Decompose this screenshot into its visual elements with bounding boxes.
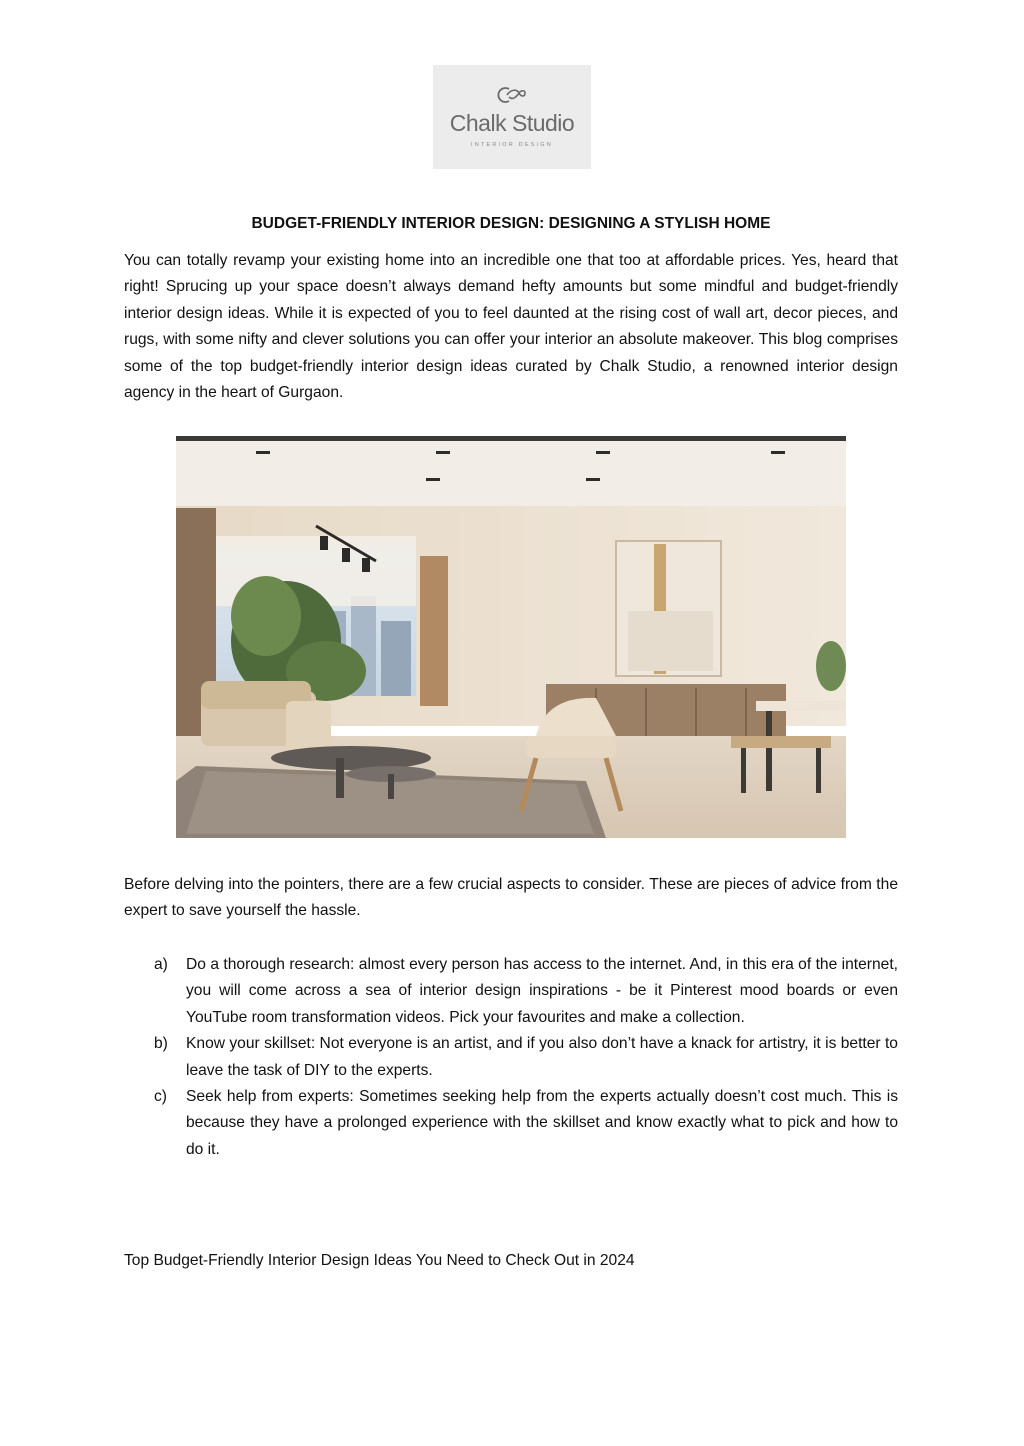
list-marker: b) [154, 1035, 168, 1053]
list-item [124, 952, 898, 1031]
section-heading: Top Budget-Friendly Interior Design Ideas You Need to Check Out in 2024 [124, 1252, 635, 1269]
advice-intro-paragraph: Before delving into the pointers, there are a few crucial aspects to consider. These are pieces of advice from the expert to save yourself the hassle. [124, 876, 898, 920]
tips-list [124, 952, 898, 1163]
list-item-text: Seek help from experts: Sometimes seeking help from the experts actually doesn’t cost much. This is because they have a prolonged experience with the skillset and know exactly what to pick and how to do it. [186, 1088, 898, 1158]
list-marker: c) [154, 1088, 167, 1106]
logo-brand-name: Chalk Studio [449, 110, 575, 136]
list-item [124, 1031, 898, 1084]
document-title: BUDGET-FRIENDLY INTERIOR DESIGN: DESIGNING A STYLISH HOME [251, 215, 771, 232]
list-item-text: Do a thorough research: almost every person has access to the internet. And, in this era of the internet, you will come across a sea of interior design inspirations - be it Pinterest mood boards or even YouTube room transformation videos. Pick your favourites and make a collection. [186, 956, 898, 1026]
list-item-text: Know your skillset: Not everyone is an artist, and if you also don’t have a knack for artistry, it is better to leave the task of DIY to the experts. [186, 1035, 898, 1079]
logo-tagline: INTERIOR DESIGN [471, 142, 553, 148]
intro-paragraph: You can totally revamp your existing home into an incredible one that too at affordable prices. Yes, heard that right! Sprucing up your space doesn’t always demand hefty amounts but some mindful and budget-friendly interior design ideas. While it is expected of you to feel daunted at the rising cost of wall art, decor pieces, and rugs, with some nifty and clever solutions you can offer your interior an absolute makeover. This blog comprises some of the top budget-friendly interior design ideas curated by Chalk Studio, a renowned interior design agency in the heart of Gurgaon. [124, 252, 898, 402]
list-marker: a) [154, 956, 168, 973]
linked-c-loop-icon [497, 85, 529, 105]
list-item [124, 1084, 898, 1163]
brand-logo [433, 65, 591, 169]
living-room-interior-photo [176, 436, 846, 838]
